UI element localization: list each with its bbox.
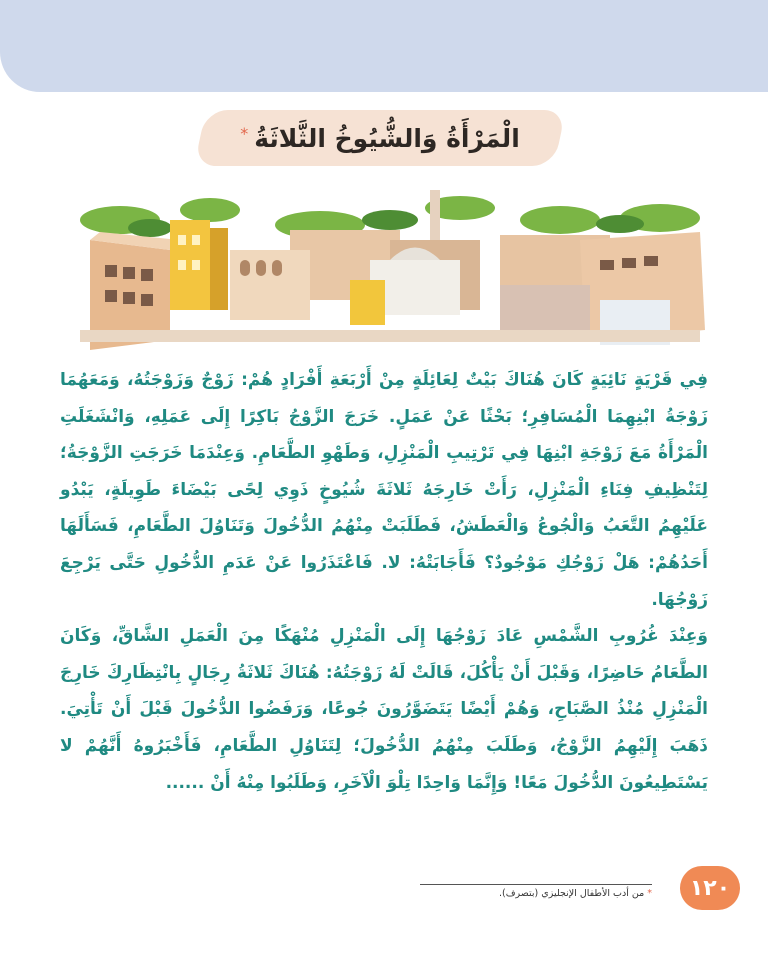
story-paragraph-1: فِي قَرْيَةٍ نَائِيَةٍ كَانَ هُنَاكَ بَيْتٌ لِعَائِلَةٍ مِنْ أَرْبَعَةِ أَفْرَادٍ هُمْ: زَوْجٌ وَزَوْجَتُهُ، وَمَعَهُمَا زَوْجَةُ ابْنِهِمَا الْمُسَافِرِ؛ بَحْثًا عَنْ عَمَلٍ. خَرَجَ الزَّوْجُ بَاكِرًا إِلَى عَمَلِهِ، وَانْشَغَلَتِ الْمَرْأَةُ مَعَ زَوْجَةِ ابْنِهَا فِي تَرْتِيبِ الْمَنْزِلِ، وَطَهْوِ الطَّعَامِ. وَعِنْدَمَا خَرَجَتِ الزَّوْجَةُ؛ لِتَنْظِيفِ فِنَاءِ الْمَنْزِلِ، رَأَتْ خَارِجَهُ ثَلاثَةَ شُيُوخٍ ذَوِي لِحًى بَيْضَاءَ طَوِيلَةٍ، يَبْدُو عَلَيْهِمُ التَّعَبُ وَالْجُوعُ وَالْعَطَشُ، فَطَلَبَتْ مِنْهُمُ الدُّخُولَ وَتَنَاوُلَ الطَّعَامِ، فَسَأَلَهَا أَحَدُهُمْ: هَلْ زَوْجُكِ مَوْجُودٌ؟ فَأَجَابَتْهُ: لا. فَاعْتَذَرُوا عَنْ عَدَمِ الدُّخُولِ حَتَّى يَرْجِعَ زَوْجُهَا. (60, 370, 708, 610)
story-paragraph-2: وَعِنْدَ غُرُوبِ الشَّمْسِ عَادَ زَوْجُهَا إِلَى الْمَنْزِلِ مُنْهَكًا مِنَ الْعَمَلِ الشَّاقِّ، وَكَانَ الطَّعَامُ حَاضِرًا، وَقَبْلَ أَنْ يَأْكُلَ، قَالَتْ لَهُ زَوْجَتُهُ: هُنَاكَ ثَلاثَةُ رِجَالٍ بِانْتِظَارِكَ خَارِجَ الْمَنْزِلِ مُنْذُ الصَّبَاحِ، وَهُمْ أَيْضًا يَتَضَوَّرُونَ جُوعًا، وَرَفَضُوا الدُّخُولَ قَبْلَ أَنْ تَأْتِيَ. ذَهَبَ إِلَيْهِمُ الزَّوْجُ، وَطَلَبَ مِنْهُمُ الدُّخُولَ؛ لِتَنَاوُلِ الطَّعَامِ، فَأَخْبَرُوهُ أَنَّهُمْ لا يَسْتَطِيعُونَ الدُّخُولَ مَعًا! وَإِنَّمَا وَاحِدًا تِلْوَ الْآخَرِ، وَطَلَبُوا مِنْهُ أَنْ (60, 626, 708, 793)
top-header-band (0, 0, 768, 92)
footnote-text: من أدب الأطفال الإنجليزي (بتصرف). (498, 888, 645, 899)
footnote-divider (420, 884, 652, 885)
continuation-dots: ...... (165, 772, 205, 793)
footnote-marker: * (647, 888, 652, 899)
title-footnote-marker: * (240, 123, 249, 143)
footnote (420, 888, 652, 899)
title-text: الْمَرْأَةُ وَالشُّيُوخُ الثَّلاثَةُ (254, 123, 520, 153)
page-number-badge: ١٢٠ (680, 866, 740, 910)
village-illustration (60, 180, 710, 355)
story-paragraph-2-wrapper (60, 618, 708, 801)
page-title (200, 110, 560, 166)
story-body (60, 362, 708, 801)
